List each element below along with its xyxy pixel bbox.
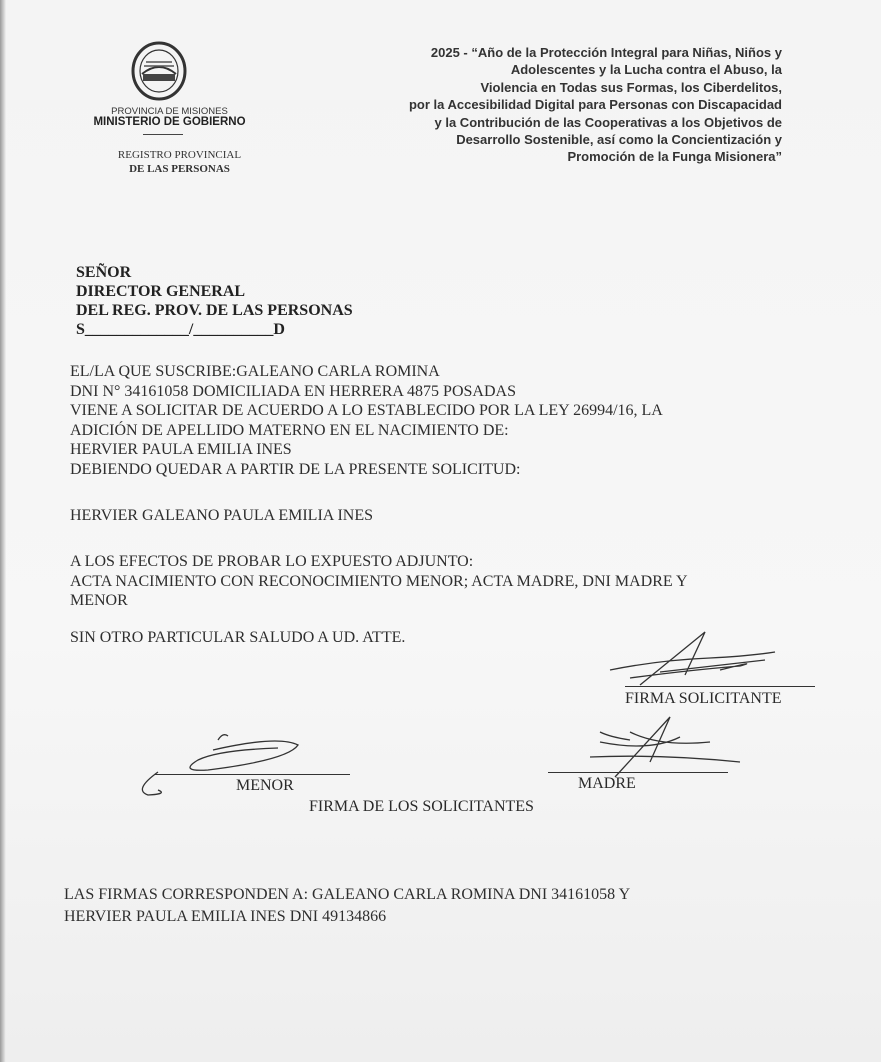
applicant-signature-line [625,686,815,687]
mother-signature-label: MADRE [578,775,636,792]
signature-attestation [64,884,630,928]
body-line: MENOR [70,592,128,609]
registry-line-2: DE LAS PERSONAS [129,163,230,175]
registry-name [82,148,277,176]
province-name: PROVINCIA DE MISIONES [111,106,228,117]
motto-line: y la Contribución de las Cooperativas a los Objetivos de [434,114,782,130]
mother-signature-line [548,772,728,773]
applicant-signature-label: FIRMA SOLICITANTE [625,690,782,707]
motto-line: 2025 - “Año de la Protección Integral para Niñas, Niños y [430,45,782,60]
body-line: VIENE A SOLICITAR DE ACUERDO A LO ESTABLECIDO POR LA LEY 26994/16, LA [70,402,663,419]
motto-line: por la Accesibilidad Digital para Personas con Discapacidad [408,97,782,113]
province-seal-logo [130,40,188,102]
footer-line: LAS FIRMAS CORRESPONDEN A: GALEANO CARLA ROMINA DNI 34161058 Y [64,886,631,903]
addressee-line: S_____________/__________D [76,321,285,338]
body-line: DNI N° 34161058 DOMICILIADA EN HERRERA 4875 POSADAS [70,382,516,400]
page-edge-shadow [0,0,6,1062]
motto-line: Promoción de la Funga Misionera” [567,149,782,165]
motto-line: Violencia en Todas sus Formas, los Ciberdelitos, [480,79,782,95]
ministry-name: MINISTERIO DE GOBIERNO [93,116,246,128]
new-name: HERVIER GALEANO PAULA EMILIA INES [70,507,374,524]
applicants-signatures-label: FIRMA DE LOS SOLICITANTES [309,798,534,815]
body-line: HERVIER PAULA EMILIA INES [70,441,292,458]
motto-line: Adolescentes y la Lucha contra el Abuso, la [510,62,782,78]
minor-signature-line [155,774,350,775]
addressee-block [76,263,353,339]
body-line: DEBIENDO QUEDAR A PARTIR DE LA PRESENTE SOLICITUD: [70,460,521,478]
footer-line: HERVIER PAULA EMILIA INES DNI 49134866 [64,908,387,925]
applicant-signature [600,630,790,690]
body-line: EL/LA QUE SUSCRIBE:GALEANO CARLA ROMINA [70,363,440,380]
year-motto [322,44,782,166]
request-paragraph [70,362,663,479]
registry-line-1: REGISTRO PROVINCIAL [117,149,242,161]
body-line: ACTA NACIMIENTO CON RECONOCIMIENTO MENOR; ACTA MADRE, DNI MADRE Y [70,572,688,590]
addressee-line: DEL REG. PROV. DE LAS PERSONAS [76,302,353,319]
closing-line: SIN OTRO PARTICULAR SALUDO A UD. ATTE. [70,629,406,646]
body-line: ADICIÓN DE APELLIDO MATERNO EN EL NACIMIENTO DE: [70,421,509,439]
header-divider [143,134,183,135]
body-line: A LOS EFECTOS DE PROBAR LO EXPUESTO ADJUNTO: [70,553,474,570]
motto-line: Desarrollo Sostenible, así como la Concientización y [456,132,782,148]
attachments-paragraph [70,552,688,611]
minor-signature-label: MENOR [236,777,294,794]
addressee-line: DIRECTOR GENERAL [76,283,246,300]
addressee-line: SEÑOR [76,264,132,281]
